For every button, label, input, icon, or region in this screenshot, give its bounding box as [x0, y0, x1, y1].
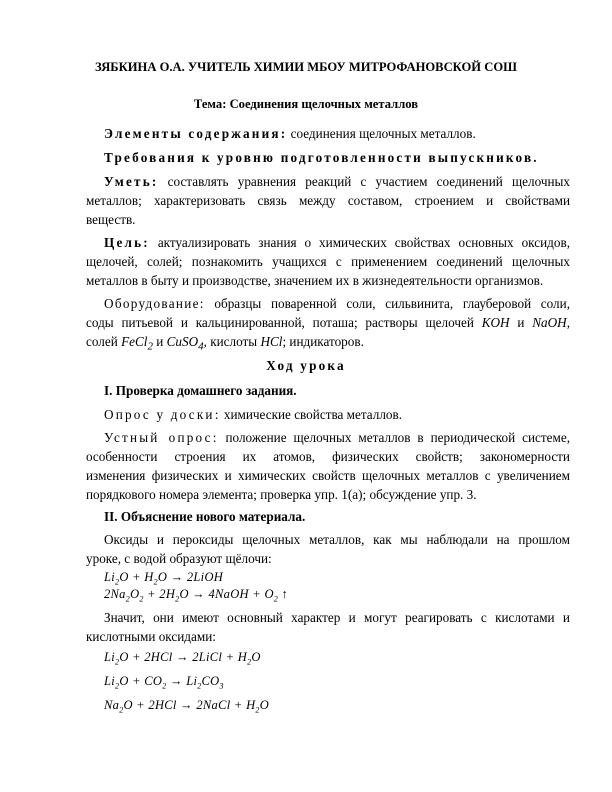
oral-quiz-line-2: особенности строения их атомов, физических свойств; закономерности: [86, 449, 570, 464]
elements-label: Элементы содержания:: [104, 126, 288, 141]
section2-title: II. Объяснение нового материала.: [104, 509, 306, 524]
goal-text-1: актуализировать знания о химических свойствах основных оксидов,: [149, 235, 570, 250]
board-quiz-line: [86, 405, 570, 424]
equipment-text-1: образцы поваренной соли, сильвинита, глауберовой соли,: [204, 296, 570, 311]
equipment-line-3: [86, 332, 570, 357]
skills-label: Уметь:: [104, 174, 159, 189]
skills-line-3: веществ.: [86, 212, 136, 227]
formula-fecl2: FeCl$_2$: [121, 334, 153, 353]
section2-p1-line-2: уроке, с водой образуют щёлочи:: [86, 551, 272, 566]
board-quiz-label: Опрос у доски:: [104, 407, 221, 422]
equation-1: $Li_2O + H_2O$ → 2LiOH: [104, 570, 224, 587]
conj: и: [152, 334, 167, 349]
goal-label: Цель:: [104, 235, 150, 250]
formula-hcl: HCl: [260, 334, 283, 349]
oral-quiz-line-4: порядкового номера элемента; проверка упр. 1(а); обсуждение упр. 3.: [86, 487, 477, 502]
section2-p2-line-2: кислотными оксидами:: [86, 629, 216, 644]
oral-quiz-line-1: [86, 428, 570, 447]
oral-quiz-line-3: изменения физических и химических свойств щелочных металлов с увеличением: [86, 468, 570, 483]
oral-quiz-text-1: положение щелочных металлов в периодической системе,: [218, 430, 570, 445]
oral-quiz-label: Устный опрос:: [104, 430, 219, 445]
goal-line-1: [86, 233, 570, 252]
equipment-line-2: [86, 313, 570, 332]
formula-cuso4: CuSO$_4$: [166, 334, 204, 353]
conj: и: [509, 315, 533, 330]
comma: ,: [566, 315, 570, 330]
topic-title: Тема: Соединения щелочных металлов: [193, 97, 419, 111]
equipment-line-1: [86, 294, 570, 313]
skills-line-1: [86, 172, 570, 191]
equipment-text-2: соды питьевой и кальцинированной, поташа; растворы щелочей: [86, 315, 482, 330]
gas-arrow: ↑: [278, 587, 289, 601]
equation-2: $2Na_2O_2 + 2H_2O$ → 4NaOH + $O_2$ ↑: [104, 587, 289, 604]
requirements-heading: Требования к уровню подготовленности выпускников.: [104, 150, 539, 165]
formula-naoh: NaOH: [532, 315, 567, 330]
author-header: ЗЯБКИНА О.А. УЧИТЕЛЬ ХИМИИ МБОУ МИТРОФАНОВСКОЙ СОШ: [95, 60, 517, 74]
elements-text: соединения щелочных металлов.: [287, 126, 476, 141]
board-quiz-text: химические свойства металлов.: [220, 407, 403, 422]
goal-line-2: щелочей, солей; познакомить учащихся с применением соединений щелочных: [86, 254, 570, 269]
goal-line-3: металлов в быту и производстве, значением их в жизнедеятельности организмов.: [86, 273, 544, 288]
section1-title: I. Проверка домашнего задания.: [104, 383, 297, 398]
equipment-text-3c: ; индикаторов.: [282, 334, 364, 349]
equipment-text-3b: , кислоты: [203, 334, 261, 349]
skills-text-1: составлять уравнения реакций с участием соединений щелочных: [158, 174, 570, 189]
skills-line-2: металлов; характеризовать связь между составом, строением и свойствами: [86, 193, 570, 208]
section2-p1-line-1: Оксиды и пероксиды щелочных металлов, как мы наблюдали на прошлом: [104, 532, 570, 547]
formula-koh: KOH: [481, 315, 510, 330]
equation-5: $Na_2O + 2HCl$ → 2NaCl + $H_2O$: [104, 698, 270, 715]
equation-4: $Li_2O + CO_2 \to Li_2CO_3$: [104, 674, 224, 691]
elements-line: [86, 124, 570, 143]
equipment-text-3: солей: [86, 334, 122, 349]
equation-3: $Li_2O + 2HCl$ → 2LiCl + $H_2O$: [104, 650, 261, 667]
equipment-label: Оборудование:: [104, 296, 205, 311]
lesson-course-heading: Ход урока: [266, 358, 346, 373]
section2-p2-line-1: Значит, они имеют основный характер и могут реагировать с кислотами и: [104, 610, 570, 625]
